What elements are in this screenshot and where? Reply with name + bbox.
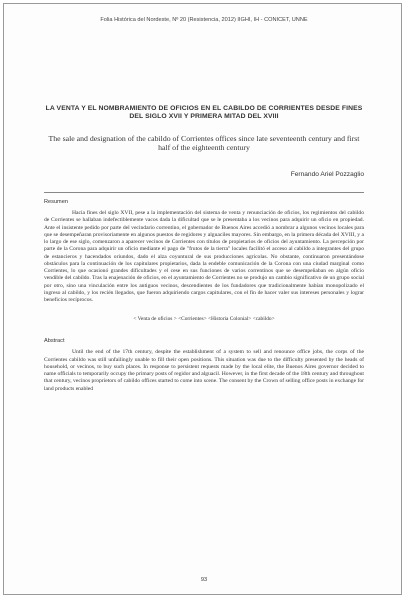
keywords-line: < Venta de oficios > <Corrientes> <Historia Colonial> <cabildo> <box>133 316 275 323</box>
page-frame <box>3 3 402 595</box>
abstract-text: Until the end of the 17th century, despite the establishment of a system to sell and renounce office jobs, the corps of the Corrientes cabildo was still unfailingly unable to fill their open positions. This situation was due to the difficulty presented by the heads of household, or vecinos, to buy such places. In response to persistent requests made by the local elite, the Buenos Aires governor decided to name officials to temporarily occupy the primary posts of regidor and alguacil. However, in the first decade of the 18th century and throughout that century, vecinos proprietors of cabildo offices started to come into scene. The consent by the Crown of selling office posts in exchange for land products enabled <box>44 349 364 392</box>
resumen-text: Hacia fines del siglo XVII, pese a la implementación del sistema de venta y renunciación de oficios, los regimientos del cabildo de Corrientes se hallaban indefectiblemente vacos dada la dificultad que se le presentaba a los vecinos para adquirir un oficio en propiedad. Ante el insistente pedido por parte del vecindario correntino, el gobernador de Buenos Aires accedió a nombrar a algunos vecinos locales para que se desempeñaran provisoriamente en algunos puestos de regidores y alguaciles mayores. Sin embargo, en la primera década del XVIII, y a lo largo de ese siglo, comenzaron a aparecer vecinos de Corrientes con títulos de propietarios de oficios del ayuntamiento. La percepción por parte de la Corona para adquirir un oficio mediante el pago de "frutos de la tierra" locales facilitó el acceso al cabildo a integrantes del grupo de estancieros y hacendados oriundos, dado el alza coyuntural de sus producciones agrícolas. No obstante, continuaron presentándose obstáculos para la continuación de los capitulares propietarios, dada la endeble comunicación de la Corona con una ciudad marginal como Corrientes, lo que ocasionó grandes dificultades y el cese en sus funciones de varios correntinos que se desempeñaban en algún oficio vendible del cabildo. Tras la enajenación de oficios, en el ayuntamiento de Corrientes no se produjo un cambio significativo de un grupo social por otro, sino una vinculación entre los antiguos vecinos, descendientes de los fundadores que tradicionalmente habían monopolizado el ingreso al cabildo, y los recién llegados, que fueron adquiriendo cargos capitulares, con el fin de hacer valer sus intereses personales y lograr beneficios recíprocos. <box>44 210 365 303</box>
abstract-heading: Abstract <box>44 338 65 345</box>
author-name: Fernando Ariel Pozzaglio <box>290 171 364 178</box>
document-page <box>44 14 364 589</box>
resumen-heading: Resumen <box>44 199 68 205</box>
running-header: Folia Histórica del Nordeste, Nº 20 (Resistencia, 2012) IIGHI, IH - CONICET, UNNE <box>100 17 308 23</box>
section-divider <box>44 192 364 193</box>
article-title: LA VENTA Y EL NOMBRAMIENTO DE OFICIOS EN EL CABILDO DE CORRIENTES DESDE FINES DEL SIGLO XVII Y PRIMERA MITAD DEL XVIII <box>45 105 363 121</box>
article-subtitle: The sale and designation of the cabildo of Corrientes offices since late seventeenth century and first half of the eighteenth century <box>48 133 360 153</box>
page-number: 93 <box>200 577 208 583</box>
